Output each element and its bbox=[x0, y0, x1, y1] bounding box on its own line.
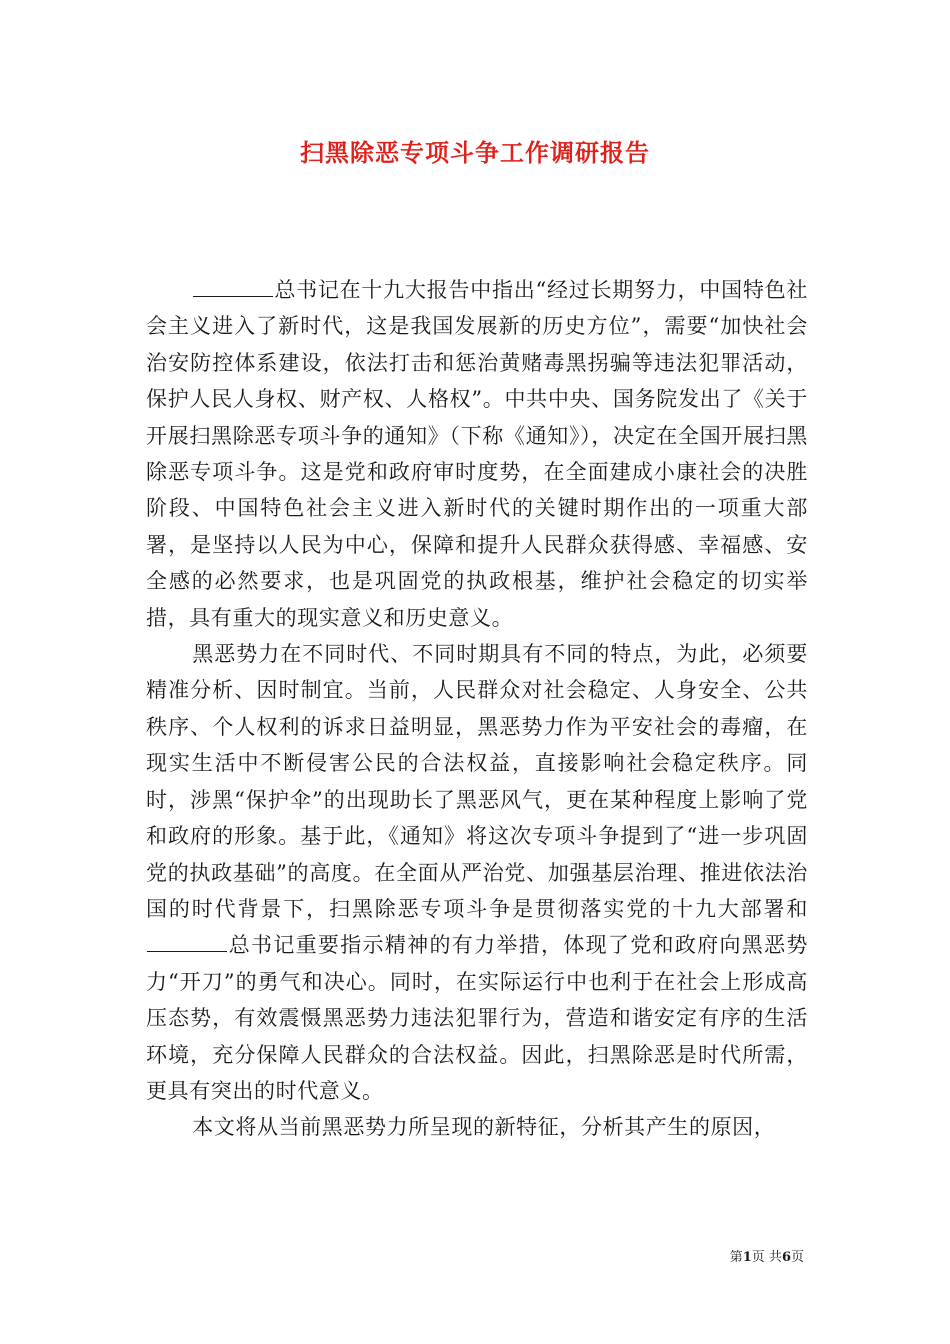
paragraph-2 bbox=[146, 636, 808, 1109]
footer-total-pages: 6 bbox=[781, 1250, 791, 1265]
paragraph-2-text-start: 黑恶势力在不同时代、不同时期具有不同的特点，为此，必须要精准分析、因时制宜。当前，人民群众对社会稳定、人身安全、公共秩序、个人权利的诉求日益明显，黑恶势力作为平安社会的毒瘤，在现实生活中不断侵害公民的合法权益，直接影响社会稳定秩序。同时，涉黑“保护伞”的出现助长了黑恶风气，更在某种程度上影响了党和政府的形象。基于此，《通知》将这次专项斗争提到了“进一步巩固党的执政基础”的高度。在全面从严治党、加强基层治理、推进依法治国的时代背景下，扫黑除恶专项斗争是贯彻落实党的十九大部署和 bbox=[146, 642, 808, 921]
blank-fill-line bbox=[193, 276, 273, 297]
paragraph-1-text: 总书记在十九大报告中指出“经过长期努力，中国特色社会主义进入了新时代，这是我国发展新的历史方位”，需要“加快社会治安防控体系建设，依法打击和惩治黄赌毒黑拐骗等违法犯罪活动，保护人民人身权、财产权、人格权”。中共中央、国务院发出了《关于开展扫黑除恶专项斗争的通知》（下称《通知》），决定在全国开展扫黑除恶专项斗争。这是党和政府审时度势，在全面建成小康社会的决胜阶段、中国特色社会主义进入新时代的关键时期作出的一项重大部署，是坚持以人民为中心，保障和提升人民群众获得感、幸福感、安全感的必然要求，也是巩固党的执政根基，维护社会稳定的切实举措，具有重大的现实意义和历史意义。 bbox=[146, 278, 808, 630]
paragraph-2-text-end: 总书记重要指示精神的有力举措，体现了党和政府向黑恶势力“开刀”的勇气和决心。同时，在实际运行中也利于在社会上形成高压态势，有效震慑黑恶势力违法犯罪行为，营造和谐安定有序的生活环境，充分保障人民群众的合法权益。因此，扫黑除恶是时代所需，更具有突出的时代意义。 bbox=[146, 933, 808, 1103]
document-body bbox=[146, 272, 808, 1146]
footer-middle: 页 共 bbox=[751, 1250, 782, 1265]
footer-prefix: 第 bbox=[729, 1250, 743, 1265]
paragraph-3: 本文将从当前黑恶势力所呈现的新特征，分析其产生的原因， bbox=[192, 1115, 776, 1140]
page-footer bbox=[730, 1246, 804, 1265]
footer-suffix: 页 bbox=[790, 1250, 804, 1265]
blank-fill-line bbox=[147, 931, 227, 952]
footer-current-page: 1 bbox=[742, 1250, 752, 1265]
document-title: 扫黑除恶专项斗争工作调研报告 bbox=[300, 138, 650, 167]
paragraph-1 bbox=[146, 272, 808, 636]
